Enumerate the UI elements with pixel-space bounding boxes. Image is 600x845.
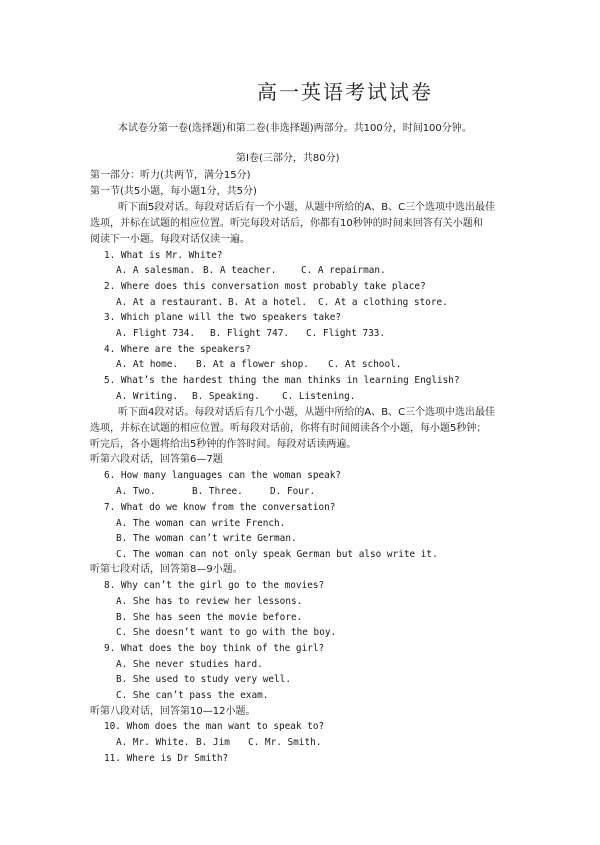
option-c: C. The woman can not only speak German but also write it. [116,549,438,560]
option-a: A. The woman can write French. [116,518,286,529]
intro-text: 本试卷分第一卷(选择题)和第二卷(非选择题)两部分。共100分，时间100分钟。 [118,123,472,134]
option-a: A. Mr. White. [116,737,190,748]
dialog-heading: 听第八段对话，回答第10—12小题。 [90,706,256,717]
question-stem: 6. How many languages can the woman speak? [104,470,342,481]
option-b: B. Flight 747. [210,328,290,339]
dialog-heading: 听第七段对话，回答第8—9小题。 [90,564,243,575]
option-b: B. She has seen the movie before. [116,612,303,623]
option-b: B. Three. [192,486,243,497]
option-c: C. Listening. [282,391,356,402]
option-b: B. At a hotel. [228,297,308,308]
instruction-line: 听下面4段对话。每段对话后有几个小题，从题中所给的A、B、C三个选项中选出最佳 [118,407,496,418]
option-c: C. She can’t pass the exam. [116,690,269,701]
option-b: B. She used to study very well. [116,674,291,685]
option-a: A. She has to review her lessons. [116,596,303,607]
question-stem: 5. What’s the hardest thing the man thinks in learning English? [104,375,460,386]
volume-heading: 第Ⅰ卷(三部分，共80分) [236,153,340,164]
option-c: C. Flight 733. [306,328,386,339]
question-stem: 3. Which plane will the two speakers take? [104,312,342,323]
question-stem: 8. Why can’t the girl go to the movies? [104,580,325,591]
option-a: A. Two. [116,486,156,497]
option-a: A. At a restaurant. [116,297,224,308]
option-b: B. At a flower shop. [196,359,309,370]
question-stem: 10. Whom does the man want to speak to? [104,721,325,732]
question-stem: 9. What does the boy think of the girl? [104,643,325,654]
option-c: D. Four. [270,486,316,497]
option-c: C. Mr. Smith. [248,737,322,748]
option-b: B. The woman can’t write German. [116,533,297,544]
dialog-heading: 听第六段对话，回答第6—7题 [90,454,223,465]
option-c: C. At school. [328,359,402,370]
question-stem: 2. Where does this conversation most probably take place? [104,281,426,292]
option-c: C. A repairman. [301,265,386,276]
option-a: A. At home. [116,359,179,370]
question-stem: 1. What is Mr. White? [104,250,223,261]
instruction-line: 听下面5段对话。每段对话后有一个小题，从题中所给的A、B、C三个选项中选出最佳 [118,202,496,213]
instruction-line: 选项，并标在试题的相应位置。听完每段对话后，你都有10秒钟的时间来回答有关小题和 [90,218,483,229]
option-a: A. A salesman. [116,265,196,276]
option-a: A. She never studies hard. [116,659,263,670]
option-b: B. Jim [196,737,230,748]
option-a: A. Flight 734. [116,328,196,339]
instruction-line: 听完后，各小题将给出5秒钟的作答时间。每段对话读两遍。 [90,439,357,450]
question-stem: 4. Where are the speakers? [104,344,251,355]
question-stem: 7. What do we know from the conversation? [104,502,336,513]
option-c: C. She doesn’t want to go with the boy. [116,627,337,638]
option-b: B. A teacher. [203,265,277,276]
question-stem: 11. Where is Dr Smith? [104,753,229,764]
option-a: A. Writing. [116,391,179,402]
part-heading: 第一部分：听力(共两节，满分15分) [90,170,251,181]
page-title: 高一英语考试试卷 [257,80,433,104]
option-b: B. Speaking. [192,391,260,402]
section-heading: 第一节(共5小题，每小题1分，共5分) [90,186,257,197]
instruction-line: 阅读下一小题。每段对话仅读一遍。 [90,234,250,245]
option-c: C. At a clothing store. [318,297,448,308]
instruction-line: 选项，并标在试题的相应位置。听每段对话前，你将有时间阅读各个小题，每小题5秒钟； [90,423,487,434]
